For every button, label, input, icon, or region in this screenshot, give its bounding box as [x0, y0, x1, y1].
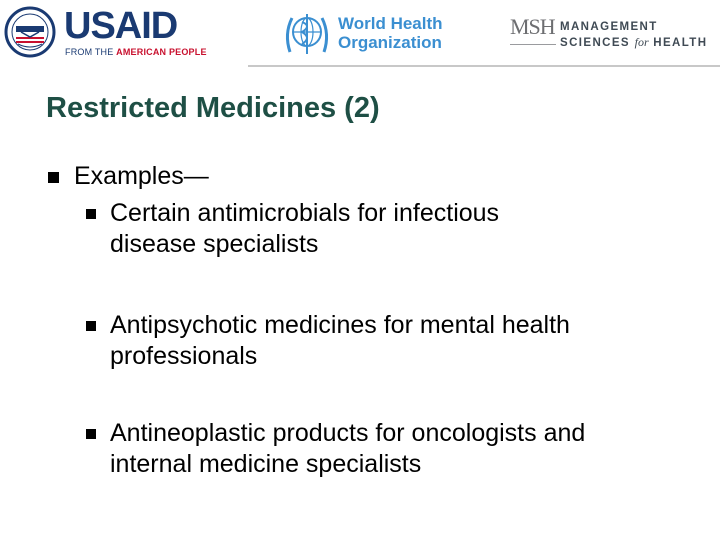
sub-bullet-item — [86, 310, 686, 374]
who-name-line2: Organization — [338, 33, 442, 52]
msh-name-line1 — [560, 20, 707, 35]
who-name — [338, 14, 443, 52]
header-divider — [248, 65, 720, 67]
usaid-tagline-from: FROM THE — [65, 47, 114, 57]
bullet-item — [48, 161, 668, 193]
usaid-logo — [4, 4, 207, 62]
bullet-text — [110, 198, 499, 260]
bullet-square-icon — [86, 429, 96, 439]
msh-logo — [510, 12, 715, 56]
sub-bullet-item — [86, 198, 686, 262]
bullet-square-icon — [48, 172, 59, 183]
bullet-square-icon — [86, 209, 96, 219]
bullet-text — [110, 418, 585, 480]
msh-monogram-rule — [510, 44, 556, 45]
bullet-line: disease specialists — [110, 230, 319, 258]
msh-line2-a: SCIENCES — [560, 37, 630, 49]
usaid-wordmark: USAID — [64, 5, 178, 47]
bullet-line: Certain antimicrobials for infectious — [110, 199, 500, 227]
msh-name — [560, 20, 707, 51]
bullet-text: Examples— — [74, 162, 209, 190]
bullet-square-icon — [86, 321, 96, 331]
msh-line2-for: for — [634, 35, 649, 49]
bullet-line: Antipsychotic medicines for mental health — [110, 311, 570, 339]
msh-name-line2 — [560, 35, 707, 51]
usaid-tagline-rest: AMERICAN PEOPLE — [116, 47, 207, 57]
who-logo — [280, 8, 455, 60]
slide-title: Restricted Medicines (2) — [46, 92, 380, 124]
msh-line2-b: HEALTH — [653, 37, 708, 49]
who-name-line1: World Health — [338, 14, 443, 33]
logo-bar — [0, 0, 720, 66]
bullet-line: professionals — [110, 342, 258, 370]
who-emblem-icon — [280, 8, 334, 60]
usaid-seal-icon — [4, 6, 56, 58]
msh-monogram: MSH — [510, 14, 555, 39]
bullet-line: internal medicine specialists — [110, 450, 422, 478]
bullet-line: Antineoplastic products for oncologists and — [110, 419, 586, 447]
msh-line1-text: MANAGEMENT — [560, 21, 658, 33]
sub-bullet-item — [86, 418, 706, 482]
bullet-text — [110, 310, 570, 372]
usaid-tagline — [65, 47, 207, 57]
